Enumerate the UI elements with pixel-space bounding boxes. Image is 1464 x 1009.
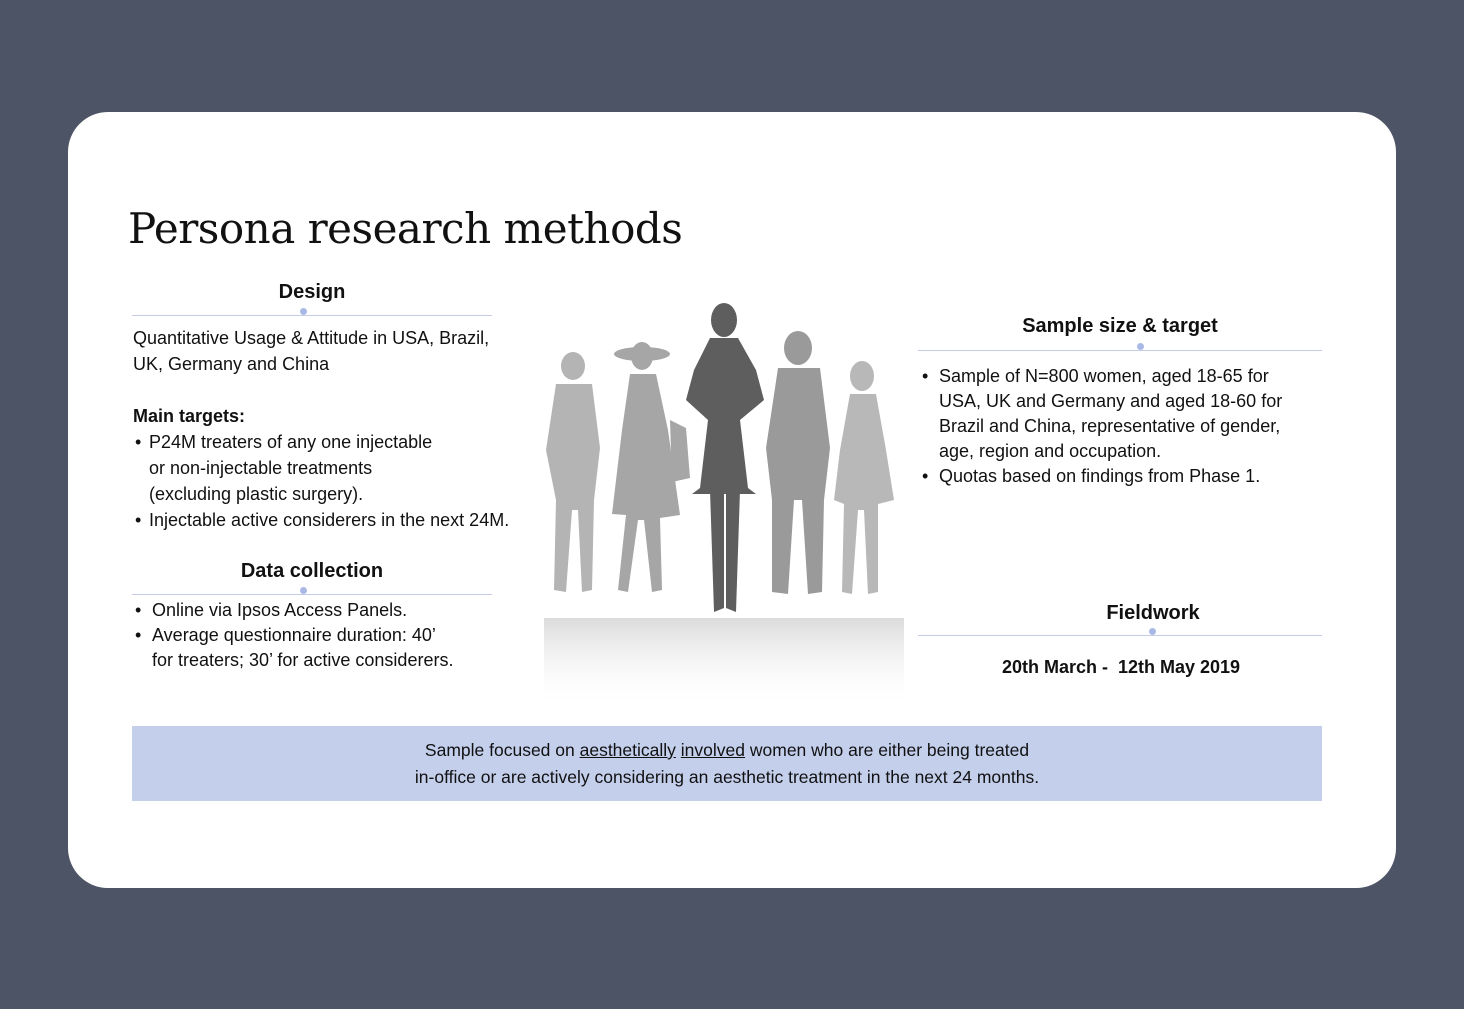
woman-right-silhouette [834, 361, 894, 594]
banner-line-2: in-office or are actively considering an aesthetic treatment in the next 24 months. [414, 767, 1040, 787]
sample-list [919, 364, 1329, 489]
list-item: • Average questionnaire duration: 40’ for treaters; 30’ for active considerers. [132, 623, 532, 673]
fieldwork-rule-dot [1149, 628, 1156, 635]
design-body [133, 325, 553, 533]
design-rule-dot [300, 308, 307, 315]
man-right-silhouette [766, 331, 830, 594]
data-collection-body [132, 598, 532, 673]
slide-card [68, 112, 1396, 888]
summary-banner [132, 726, 1322, 801]
data-collection-heading: Data collection [240, 560, 384, 582]
fieldwork-heading: Fieldwork [1106, 602, 1200, 624]
man-left-silhouette [546, 352, 600, 592]
design-line-2: UK, Germany and China [133, 354, 330, 374]
list-item: • Online via Ipsos Access Panels. [132, 598, 532, 623]
list-item: • P24M treaters of any one injectable or non-injectable treatments (excluding plastic surgery). [133, 429, 553, 507]
people-silhouettes-icon [534, 300, 914, 710]
fieldwork-dates: 20th March - 12th May 2019 [1001, 657, 1241, 677]
list-item: • Injectable active considerers in the next 24M. [133, 507, 553, 533]
main-targets-list [133, 429, 553, 533]
main-targets-label: Main targets: [133, 406, 246, 426]
sample-rule-dot [1137, 343, 1144, 350]
sample-rule [918, 350, 1322, 351]
sample-body [919, 364, 1329, 489]
woman-center-silhouette [686, 303, 764, 612]
list-item: • Quotas based on findings from Phase 1. [919, 464, 1329, 489]
page-title: Persona research methods [128, 204, 683, 253]
list-item: • Sample of N=800 women, aged 18-65 for USA, UK and Germany and aged 18-60 for Brazil and China, representative of gender, age, region and occupation. [919, 364, 1329, 464]
banner-line-1: Sample focused on aesthetically involved women who are either being treated [424, 740, 1030, 760]
aesthetically-underlined: aesthetically [579, 740, 676, 760]
fieldwork-rule [918, 635, 1322, 636]
woman-hat-silhouette [612, 342, 690, 592]
involved-underlined: involved [680, 740, 746, 760]
sample-heading: Sample size & target [1022, 315, 1218, 337]
data-collection-rule-dot [300, 587, 307, 594]
design-heading: Design [278, 281, 346, 303]
data-collection-list [132, 598, 532, 673]
design-line-1: Quantitative Usage & Attitude in USA, Brazil, [133, 328, 490, 348]
data-collection-rule [132, 594, 492, 595]
design-rule [132, 315, 492, 316]
